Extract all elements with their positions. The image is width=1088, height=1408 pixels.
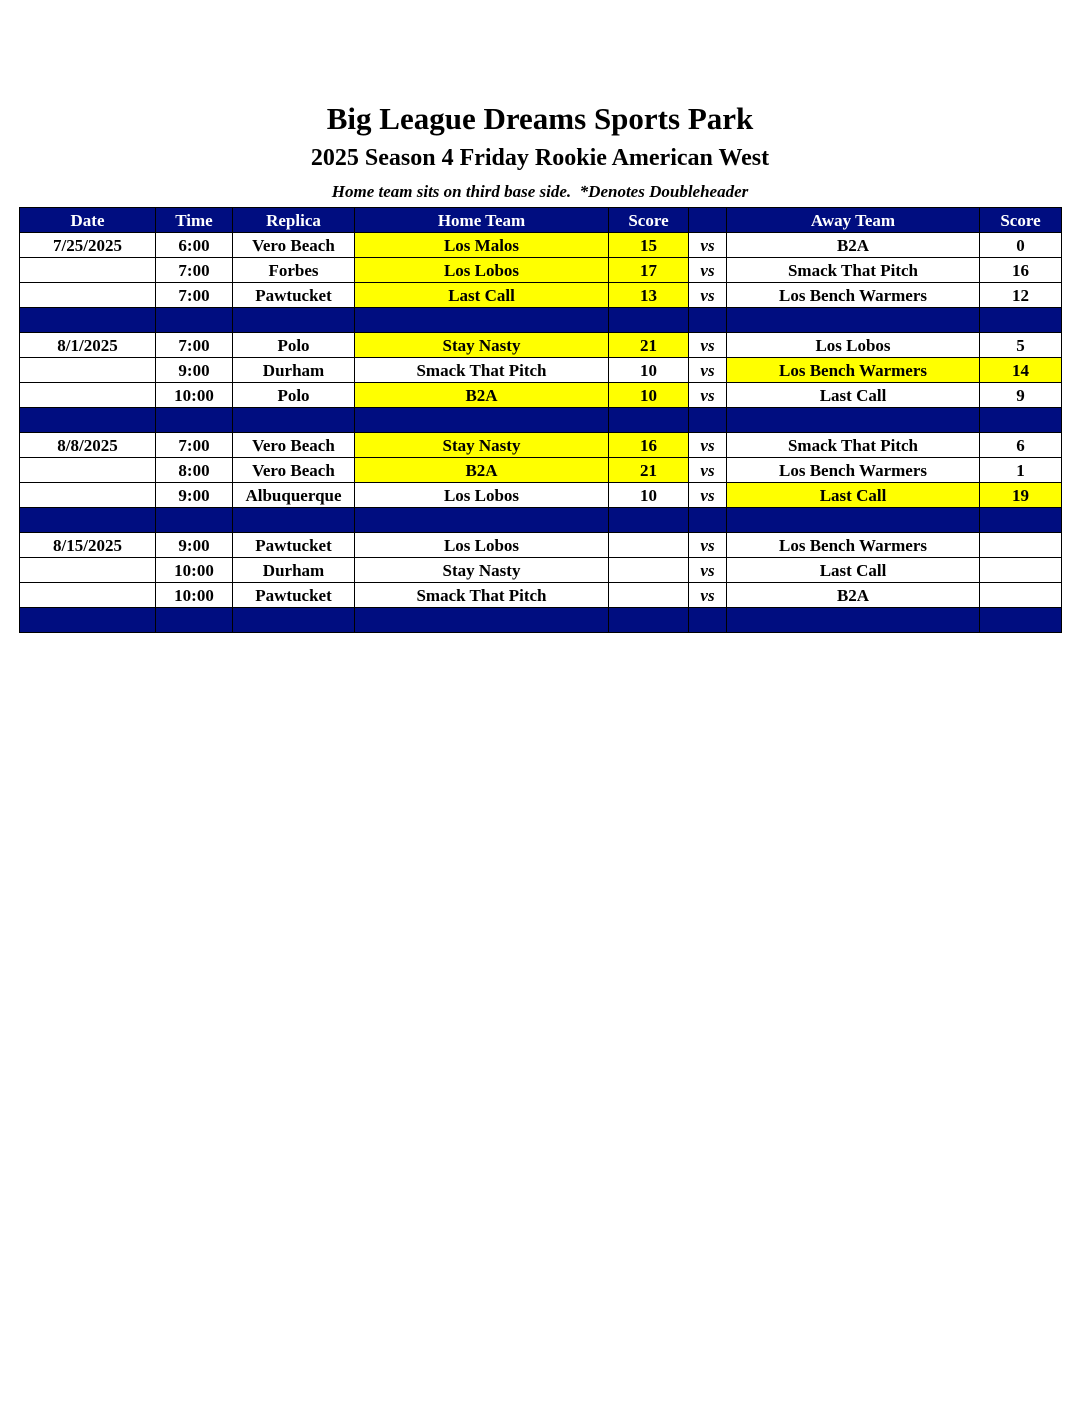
home-score-cell	[609, 533, 689, 558]
season-subtitle: 2025 Season 4 Friday Rookie American West	[310, 145, 770, 171]
separator-cell	[727, 408, 980, 433]
schedule-table	[19, 207, 1062, 633]
away-score-cell	[980, 558, 1062, 583]
separator-cell	[233, 308, 355, 333]
separator-cell	[20, 408, 156, 433]
vs-cell: vs	[689, 258, 727, 283]
separator-cell	[689, 508, 727, 533]
game-row	[20, 358, 1062, 383]
home-score-cell: 10	[609, 483, 689, 508]
time-cell: 10:00	[156, 583, 233, 608]
date-cell: 8/15/2025	[20, 533, 156, 558]
col-header-time: Time	[156, 208, 233, 233]
home-team-cell: Los Lobos	[355, 258, 609, 283]
game-row	[20, 483, 1062, 508]
date-cell: 8/1/2025	[20, 333, 156, 358]
game-row	[20, 283, 1062, 308]
home-score-cell	[609, 558, 689, 583]
home-score-cell: 17	[609, 258, 689, 283]
home-team-cell: Stay Nasty	[355, 558, 609, 583]
separator-cell	[727, 608, 980, 633]
separator-cell	[355, 508, 609, 533]
separator-cell	[980, 308, 1062, 333]
home-team-cell: Stay Nasty	[355, 433, 609, 458]
separator-cell	[156, 408, 233, 433]
col-header-home-team: Home Team	[355, 208, 609, 233]
separator-cell	[980, 408, 1062, 433]
separator-cell	[156, 308, 233, 333]
replica-cell: Forbes	[233, 258, 355, 283]
separator-cell	[355, 408, 609, 433]
away-team-cell: Los Bench Warmers	[727, 458, 980, 483]
home-team-cell: Los Lobos	[355, 483, 609, 508]
home-score-cell: 15	[609, 233, 689, 258]
vs-cell: vs	[689, 433, 727, 458]
home-score-cell	[609, 583, 689, 608]
away-score-cell: 19	[980, 483, 1062, 508]
week-separator-row	[20, 608, 1062, 633]
vs-cell: vs	[689, 333, 727, 358]
date-cell: 8/8/2025	[20, 433, 156, 458]
home-team-cell: Los Malos	[355, 233, 609, 258]
separator-cell	[156, 508, 233, 533]
vs-cell: vs	[689, 383, 727, 408]
game-row	[20, 233, 1062, 258]
col-header-away-team: Away Team	[727, 208, 980, 233]
replica-cell: Albuquerque	[233, 483, 355, 508]
header-row	[20, 208, 1062, 233]
separator-cell	[727, 308, 980, 333]
col-header-home-score: Score	[609, 208, 689, 233]
vs-cell: vs	[689, 358, 727, 383]
separator-cell	[609, 508, 689, 533]
date-cell	[20, 583, 156, 608]
date-cell	[20, 458, 156, 483]
away-team-cell: Last Call	[727, 483, 980, 508]
vs-cell: vs	[689, 533, 727, 558]
vs-cell: vs	[689, 483, 727, 508]
separator-cell	[980, 608, 1062, 633]
game-row	[20, 433, 1062, 458]
away-score-cell: 16	[980, 258, 1062, 283]
week-separator-row	[20, 308, 1062, 333]
away-score-cell: 9	[980, 383, 1062, 408]
replica-cell: Vero Beach	[233, 433, 355, 458]
away-team-cell: Smack That Pitch	[727, 258, 980, 283]
away-team-cell: Smack That Pitch	[727, 433, 980, 458]
home-score-cell: 10	[609, 358, 689, 383]
game-row	[20, 333, 1062, 358]
game-row	[20, 533, 1062, 558]
game-row	[20, 458, 1062, 483]
separator-cell	[689, 408, 727, 433]
date-cell	[20, 383, 156, 408]
home-team-cell: Stay Nasty	[355, 333, 609, 358]
time-cell: 7:00	[156, 333, 233, 358]
home-team-cell: B2A	[355, 383, 609, 408]
home-team-cell: B2A	[355, 458, 609, 483]
separator-cell	[355, 308, 609, 333]
replica-cell: Durham	[233, 358, 355, 383]
away-team-cell: Los Bench Warmers	[727, 358, 980, 383]
date-cell	[20, 358, 156, 383]
home-team-cell: Smack That Pitch	[355, 358, 609, 383]
separator-cell	[609, 608, 689, 633]
separator-cell	[156, 608, 233, 633]
week-separator-row	[20, 408, 1062, 433]
week-separator-row	[20, 508, 1062, 533]
home-team-cell: Last Call	[355, 283, 609, 308]
replica-cell: Vero Beach	[233, 458, 355, 483]
vs-cell: vs	[689, 558, 727, 583]
time-cell: 7:00	[156, 258, 233, 283]
time-cell: 7:00	[156, 433, 233, 458]
time-cell: 10:00	[156, 558, 233, 583]
vs-cell: vs	[689, 233, 727, 258]
away-score-cell: 1	[980, 458, 1062, 483]
home-score-cell: 21	[609, 333, 689, 358]
separator-cell	[233, 408, 355, 433]
game-row	[20, 583, 1062, 608]
schedule-body	[20, 233, 1062, 633]
separator-cell	[20, 508, 156, 533]
away-score-cell	[980, 533, 1062, 558]
col-header-replica: Replica	[233, 208, 355, 233]
separator-cell	[20, 308, 156, 333]
separator-cell	[980, 508, 1062, 533]
separator-cell	[233, 608, 355, 633]
away-team-cell: Los Lobos	[727, 333, 980, 358]
time-cell: 9:00	[156, 358, 233, 383]
away-score-cell: 5	[980, 333, 1062, 358]
away-team-cell: Los Bench Warmers	[727, 283, 980, 308]
away-team-cell: B2A	[727, 233, 980, 258]
separator-cell	[689, 608, 727, 633]
away-score-cell: 14	[980, 358, 1062, 383]
separator-cell	[727, 508, 980, 533]
away-score-cell: 12	[980, 283, 1062, 308]
game-row	[20, 558, 1062, 583]
col-header-date: Date	[20, 208, 156, 233]
time-cell: 7:00	[156, 283, 233, 308]
time-cell: 9:00	[156, 533, 233, 558]
game-row	[20, 383, 1062, 408]
home-team-cell: Smack That Pitch	[355, 583, 609, 608]
vs-cell: vs	[689, 583, 727, 608]
separator-cell	[20, 608, 156, 633]
vs-cell: vs	[689, 283, 727, 308]
home-team-cell: Los Lobos	[355, 533, 609, 558]
time-cell: 6:00	[156, 233, 233, 258]
home-team-note: Home team sits on third base side. *Denotes Doubleheader	[331, 182, 749, 201]
away-score-cell: 6	[980, 433, 1062, 458]
away-score-cell	[980, 583, 1062, 608]
home-score-cell: 13	[609, 283, 689, 308]
col-header-vs	[689, 208, 727, 233]
date-cell	[20, 283, 156, 308]
separator-cell	[355, 608, 609, 633]
replica-cell: Pawtucket	[233, 583, 355, 608]
replica-cell: Durham	[233, 558, 355, 583]
replica-cell: Polo	[233, 383, 355, 408]
date-cell	[20, 258, 156, 283]
separator-cell	[609, 308, 689, 333]
replica-cell: Pawtucket	[233, 533, 355, 558]
time-cell: 9:00	[156, 483, 233, 508]
col-header-away-score: Score	[980, 208, 1062, 233]
away-score-cell: 0	[980, 233, 1062, 258]
date-cell	[20, 483, 156, 508]
game-row	[20, 258, 1062, 283]
away-team-cell: Last Call	[727, 383, 980, 408]
home-score-cell: 16	[609, 433, 689, 458]
page-title: Big League Dreams Sports Park	[326, 101, 754, 136]
away-team-cell: Los Bench Warmers	[727, 533, 980, 558]
home-score-cell: 10	[609, 383, 689, 408]
replica-cell: Vero Beach	[233, 233, 355, 258]
time-cell: 8:00	[156, 458, 233, 483]
away-team-cell: B2A	[727, 583, 980, 608]
separator-cell	[689, 308, 727, 333]
date-cell: 7/25/2025	[20, 233, 156, 258]
separator-cell	[609, 408, 689, 433]
separator-cell	[233, 508, 355, 533]
vs-cell: vs	[689, 458, 727, 483]
replica-cell: Polo	[233, 333, 355, 358]
time-cell: 10:00	[156, 383, 233, 408]
away-team-cell: Last Call	[727, 558, 980, 583]
home-score-cell: 21	[609, 458, 689, 483]
date-cell	[20, 558, 156, 583]
replica-cell: Pawtucket	[233, 283, 355, 308]
